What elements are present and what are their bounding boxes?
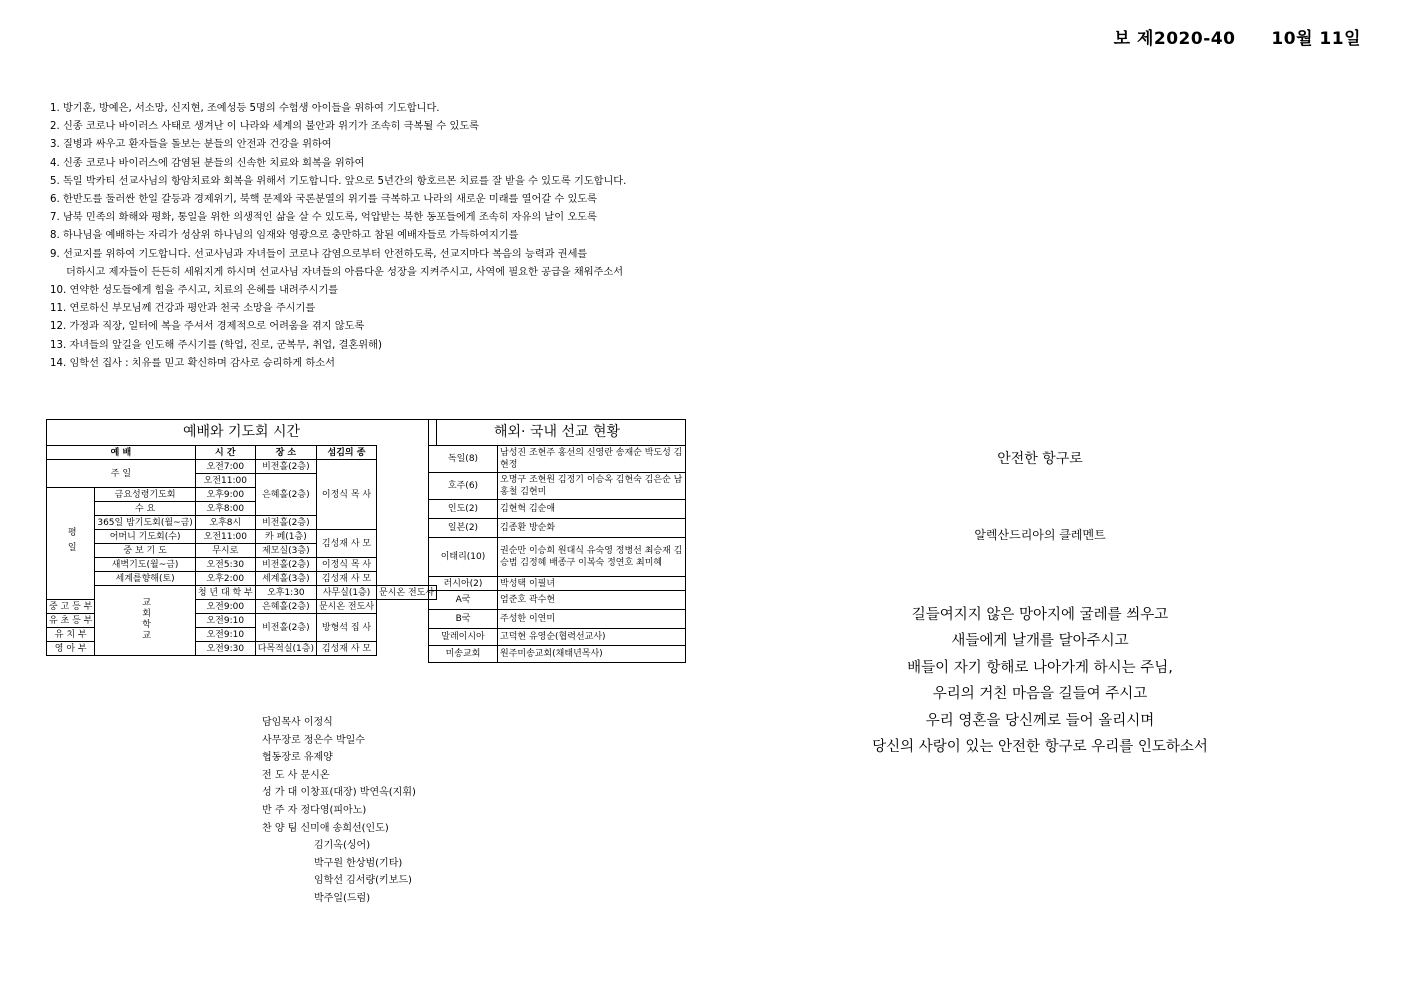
staff-item: 반 주 자 정다영(피아노) [262, 804, 367, 816]
service-time: 오후8시 [195, 516, 255, 530]
service-time: 오후9:00 [195, 488, 255, 502]
service-place: 다목적실(1층) [255, 642, 316, 656]
table-row [429, 610, 686, 629]
service-servant: 이정식 목 사 [316, 558, 376, 572]
prayer-item: 5. 독일 박카티 선교사님의 항암치료와 회복을 위해서 기도합니다. 앞으로 5년간의 항호르몬 치료를 잘 받을 수 있도록 기도합니다. [50, 175, 627, 187]
table-row [429, 519, 686, 538]
service-servant: 방형석 집 사 [316, 614, 376, 642]
service-servant: 문시온 전도사 [377, 586, 437, 600]
service-servant: 문시온 전도사 [316, 600, 376, 614]
prayer-item: 8. 하나님을 예배하는 자리가 성삼위 하나님의 임재와 영광으로 충만하고 참된 예배자들로 가득하여지기를 [50, 230, 519, 242]
table-row [47, 516, 437, 530]
service-name: 새벽기도(월~금) [95, 558, 195, 572]
mission-region: 이태리(10) [429, 538, 498, 577]
mission-names: 오명구 조현원 김정기 이승옥 김현숙 김은순 남홍철 김현미 [498, 473, 686, 500]
prayer-item: 3. 질병과 싸우고 환자들을 돌보는 분들의 안전과 건강을 위하여 [50, 139, 332, 151]
prayer-item: 10. 연약한 성도들에게 힘을 주시고, 치료의 은혜를 내려주시기를 [50, 285, 339, 297]
table-row [429, 629, 686, 646]
service-place: 카 페(1층) [255, 530, 316, 544]
prayer-item: 6. 한반도를 둘러싼 한일 갈등과 경제위기, 북핵 문제와 국론분열의 위기를 극복하고 나라의 새로운 미래를 열어갈 수 있도록 [50, 194, 597, 206]
service-time: 오전9:10 [195, 614, 255, 628]
service-name: 중 고 등 부 [47, 600, 95, 614]
service-name: 중 보 기 도 [95, 544, 195, 558]
group-label-weekday: 평일 [47, 488, 95, 600]
prayer-item: 1. 방기훈, 방예은, 서소망, 신지현, 조예성등 5명의 수험생 아이들을 위하여 기도합니다. [50, 103, 440, 114]
service-name: 365일 밤기도회(월~금) [95, 516, 195, 530]
prayer-item: 11. 연로하신 부모님께 건강과 평안과 천국 소망을 주시기를 [50, 303, 316, 315]
col-header-servant: 섬김의 종 [316, 446, 376, 460]
staff-item: 임학선 김서량(키보드) [314, 875, 412, 887]
service-time: 오후8:00 [195, 502, 255, 516]
mission-region: 일본(2) [429, 519, 498, 538]
issue-date: 10월 11일 [1271, 29, 1361, 49]
table-row [47, 586, 437, 600]
service-name: 유 치 부 [47, 628, 95, 642]
service-servant: 김성재 사 모 [316, 642, 376, 656]
service-time: 오전11:00 [195, 530, 255, 544]
col-header-time: 시 간 [195, 446, 255, 460]
mission-status-table [428, 419, 686, 663]
mission-table-title: 해외· 국내 선교 현황 [428, 419, 686, 445]
service-name: 청 년 대 학 부 [195, 586, 255, 600]
mission-region: A국 [429, 591, 498, 610]
service-name: 수 요 [95, 502, 195, 516]
service-time: 오전5:30 [195, 558, 255, 572]
mission-region: 말레이시아 [429, 629, 498, 646]
poem-title: 안전한 항구로 [997, 451, 1083, 467]
col-header-place: 장 소 [255, 446, 316, 460]
table-row [47, 558, 437, 572]
service-name: 유 초 등 부 [47, 614, 95, 628]
service-name: 어머니 기도회(수) [95, 530, 195, 544]
service-place: 비전홀(2층) [255, 614, 316, 642]
service-name: 주 일 [47, 460, 196, 488]
prayer-item: 9. 선교지를 위하여 기도합니다. 선교사님과 자녀들이 코로나 감염으로부터 안전하도록, 선교지마다 복음의 능력과 권세를 [50, 248, 588, 260]
service-time: 무시로 [195, 544, 255, 558]
service-servant: 김성재 사 모 [316, 530, 376, 558]
bulletin-header [1114, 24, 1361, 49]
mission-region: B국 [429, 610, 498, 629]
poem-line: 우리 영혼을 당신께로 들어 올리시며 [925, 712, 1155, 729]
service-time: 오전11:00 [195, 474, 255, 488]
worship-table-title: 예배와 기도회 시간 [46, 419, 437, 445]
table-row [429, 591, 686, 610]
staff-item: 협동장로 유제양 [262, 752, 333, 764]
service-place: 은혜홀(2층) [255, 474, 316, 516]
service-place: 비전홀(2층) [255, 460, 316, 474]
table-row [429, 577, 686, 591]
service-place: 비전홀(2층) [255, 516, 316, 530]
service-time: 오전7:00 [195, 460, 255, 474]
mission-region: 독일(8) [429, 446, 498, 473]
prayer-item: 13. 자녀들의 앞길을 인도해 주시기를 (학업, 진로, 군복무, 취업, 결혼위해) [50, 339, 382, 351]
poem-line: 당신의 사랑이 있는 안전한 항구로 우리를 인도하소서 [872, 739, 1208, 756]
prayer-item: 4. 신종 코로나 바이러스에 감염된 분들의 신속한 치료와 회복을 위하여 [50, 157, 365, 169]
poem-line: 길들여지지 않은 망아지에 굴레를 씌우고 [911, 607, 1169, 623]
table-row [47, 572, 437, 586]
prayer-list [50, 100, 690, 373]
service-name: 세계를향해(토) [95, 572, 195, 586]
service-place: 비전홀(2층) [255, 558, 316, 572]
worship-schedule-table [46, 419, 437, 656]
table-row [47, 460, 437, 474]
service-name: 영 아 부 [47, 642, 95, 656]
service-time: 오전9:00 [195, 600, 255, 614]
col-header-service: 예 배 [47, 446, 196, 460]
staff-list [262, 714, 416, 908]
prayer-item: 2. 신종 코로나 바이러스 사태로 생겨난 이 나라와 세계의 불안과 위기가 조속히 극복될 수 있도록 [50, 121, 480, 133]
service-time: 오전9:10 [195, 628, 255, 642]
staff-item: 성 가 대 이창표(대장) 박연옥(지휘) [262, 787, 416, 799]
mission-region: 인도(2) [429, 500, 498, 519]
staff-item: 박구원 한상범(기타) [314, 857, 403, 869]
service-servant: 이정식 목 사 [316, 460, 376, 530]
table-row [47, 530, 437, 544]
service-time: 오후2:00 [195, 572, 255, 586]
service-place: 세계홀(3층) [255, 572, 316, 586]
staff-item: 전 도 사 문시온 [262, 769, 330, 781]
prayer-item: 12. 가정과 직장, 일터에 복을 주셔서 경제적으로 어려움을 겪지 않도록 [50, 321, 365, 333]
service-servant: 김성재 사 모 [316, 572, 376, 586]
poem-line: 배들이 자기 항해로 나아가게 하시는 주님, [907, 659, 1173, 676]
table-row [429, 646, 686, 663]
staff-item: 찬 양 팀 신미애 송희선(인도) [262, 822, 389, 834]
mission-names: 김현혁 김순애 [498, 500, 686, 519]
table-row [429, 538, 686, 577]
mission-names: 권순만 이승희 원대식 유숙영 정병선 최승재 김승범 김정혜 배종구 이복숙 정연호 최미혜 [498, 538, 686, 577]
poem-line: 우리의 거친 마음을 길들여 주시고 [932, 686, 1148, 703]
mission-names: 주성한 이연미 [498, 610, 686, 629]
mission-names: 원주미송교회(채태년목사) [498, 646, 686, 663]
table-row [429, 500, 686, 519]
table-row [429, 446, 686, 473]
mission-names: 박성택 이필녀 [498, 577, 686, 591]
service-name: 금요성령기도회 [95, 488, 195, 502]
mission-names: 남성진 조현주 홍선의 신영란 송재순 박도성 김현정 [498, 446, 686, 473]
table-row [47, 488, 437, 502]
mission-region: 호주(6) [429, 473, 498, 500]
table-row [47, 502, 437, 516]
staff-item: 김기옥(싱어) [314, 840, 371, 852]
mission-names: 엄준호 곽수현 [498, 591, 686, 610]
service-time: 오후1:30 [255, 586, 316, 600]
prayer-item: 더하시고 제자들이 든든히 세워지게 하시며 선교사님 자녀들의 아름다운 성장을 지켜주시고, 사역에 필요한 공급을 채워주소서 [66, 266, 624, 278]
staff-item: 담임목사 이정식 [262, 717, 333, 728]
service-place: 제모실(3층) [255, 544, 316, 558]
mission-region: 러시아(2) [429, 577, 498, 591]
staff-item: 박주일(드럼) [314, 892, 371, 904]
mission-region: 미송교회 [429, 646, 498, 663]
service-time: 오전9:30 [195, 642, 255, 656]
table-row [429, 473, 686, 500]
service-place: 은혜홀(2층) [255, 600, 316, 614]
staff-item: 사무장로 정은수 박일수 [262, 734, 365, 746]
mission-names: 고덕현 유영순(협력선교사) [498, 629, 686, 646]
poem-line: 새들에게 날개를 달아주시고 [951, 633, 1129, 650]
service-place: 사무실(1층) [316, 586, 376, 600]
mission-names: 김종환 방순화 [498, 519, 686, 538]
prayer-item: 14. 임학선 집사 : 치유를 믿고 확신하며 감사로 승리하게 하소서 [50, 357, 335, 369]
poem-author: 알렉산드리아의 클레멘트 [974, 528, 1106, 542]
poem-body [790, 602, 1290, 760]
group-label-school: 교회학교 [95, 586, 195, 656]
table-row [47, 544, 437, 558]
prayer-item: 7. 남북 민족의 화해와 평화, 통일을 위한 의생적인 삶을 살 수 있도록, 억압받는 북한 동포들에게 조속히 자유의 날이 오도록 [50, 212, 597, 224]
issue-number: 보 제2020-40 [1113, 29, 1236, 49]
